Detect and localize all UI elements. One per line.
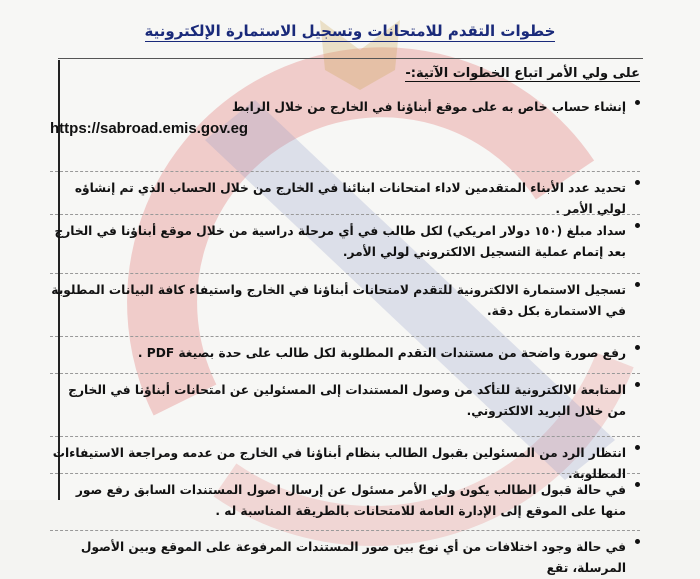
list-item: المتابعة الالكترونية للتأكد من وصول المستندات إلى المسئولين عن امتحانات أبناؤنا في الخارج من خلال البريد الالكتروني.: [50, 374, 640, 437]
list-item: تسجيل الاستمارة الالكترونية للتقدم لامتحانات أبناؤنا في الخارج واستيفاء كافة البيانات المطلوبة في الاستمارة بكل دقة.: [50, 274, 640, 337]
bullet-icon: [635, 539, 640, 544]
list-item: في حالة وجود اختلافات من أي نوع بين صور المستندات المرفوعة على الموقع وبين الأصول المرسلة، تقع: [50, 531, 640, 563]
bullet-icon: [635, 100, 640, 105]
bullet-icon: [635, 345, 640, 350]
bullet-icon: [635, 180, 640, 185]
list-item: انتظار الرد من المسئولين بقبول الطالب بنظام أبناؤنا في الخارج من عدمه ومراجعة الاستيفاءات المطلوبة.: [50, 437, 640, 474]
bullet-icon: [635, 223, 640, 228]
bullet-icon: [635, 482, 640, 487]
bullet-icon: [635, 382, 640, 387]
instructions-subheading: على ولي الأمر اتباع الخطوات الآتية:-: [405, 66, 640, 81]
list-item: سداد مبلغ (١٥٠ دولار امريكي) لكل طالب في أي مرحلة دراسية من خلال موقع أبناؤنا في الخارج بعد إتمام عملية التسجيل الالكتروني لولي الأمر.: [50, 215, 640, 274]
registration-link[interactable]: https://sabroad.emis.gov.eg: [50, 120, 249, 137]
bullet-icon: [635, 282, 640, 287]
list-item: في حالة قبول الطالب يكون ولي الأمر مسئول عن إرسال اصول المستندات السابق رفع صور منها على الموقع إلى الإدارة العامة للامتحانات بالطريقة المناسبة له .: [50, 474, 640, 531]
list-item: رفع صورة واضحة من مستندات التقدم المطلوبة لكل طالب على حدة بصيغة PDF .: [50, 337, 640, 374]
document-title: خطوات التقدم للامتحانات وتسجيل الاستمارة الإلكترونية: [144, 22, 556, 40]
list-item: إنشاء حساب خاص به على موقع أبناؤنا في الخارج من خلال الرابط https://sabroad.emis.gov.eg: [50, 92, 640, 172]
steps-list: [50, 92, 640, 575]
frame-top-border: [58, 58, 643, 59]
list-item: تحديد عدد الأبناء المتقدمين لاداء امتحانات ابنائنا في الخارج من خلال الحساب الذي تم إنشاؤه لولي الأمر .: [50, 172, 640, 215]
bullet-icon: [635, 445, 640, 450]
